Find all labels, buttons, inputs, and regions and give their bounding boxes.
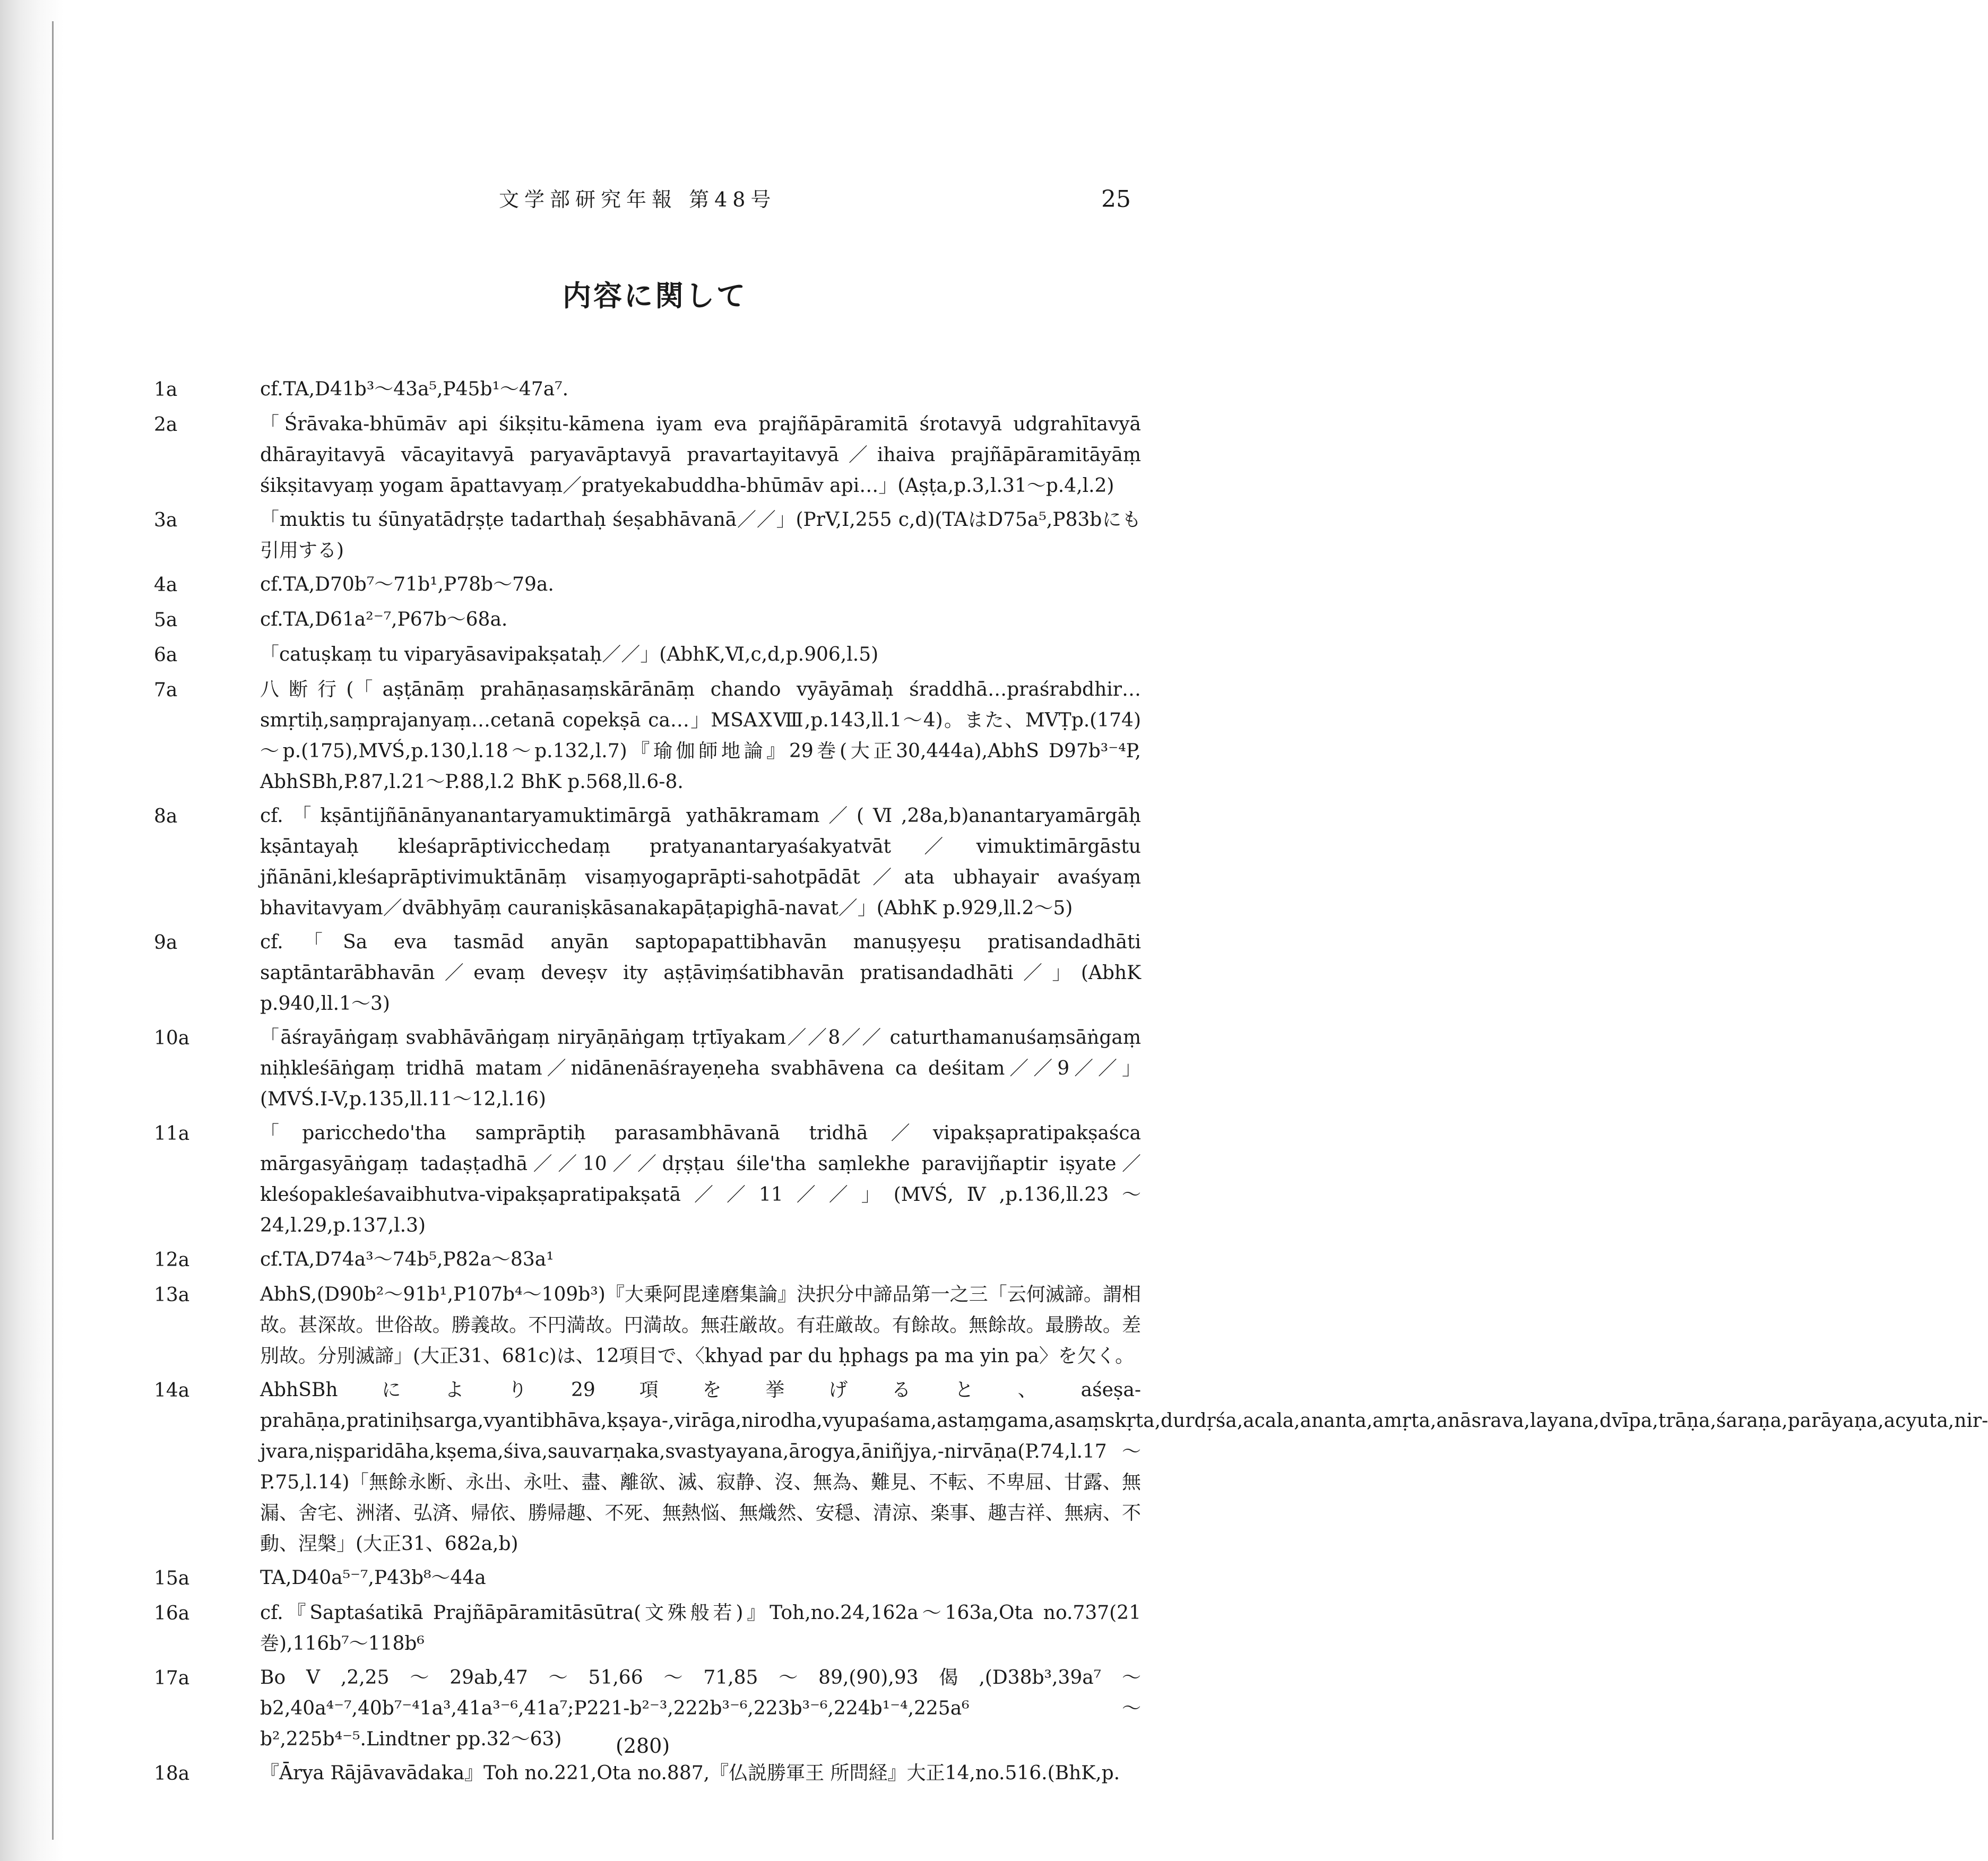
running-header: 文学部研究年報 第48号 <box>499 188 776 211</box>
note-id: 18a <box>154 1763 190 1785</box>
footer-page-number: (280) <box>616 1734 670 1758</box>
note-13a <box>0 1279 1323 1372</box>
note-text: AbhS,(D90b²～91b¹,P107b⁴～109b³)『大乗阿毘達磨集論』決択分中諦品第一之三「云何滅諦。謂相故。甚深故。世俗故。勝義故。不円満故。円満故。無荘厳故。有荘厳故。有餘故。無餘故。最勝故。差別故。分別滅諦」(大正31、681c)は、12項目で、〈khyad par du ḥphags pa ma yin pa〉を欠く。 <box>260 1284 1141 1367</box>
note-text: AbhSBhにより29項を挙げると、aśeṣa-prahāṇa,pratiniḥsarga,vyantibhāva,kṣaya-,virāga,nirodha,vyupaśama,astaṃgama,asaṃskṛta,durdṛśa,acala,ananta,amṛta,anāsrava,layana,dvīpa,trāṇa,śaraṇa,parāyaṇa,acyuta,nir-jvara,niṣparidāha,kṣema,śiva,sauvarṇaka,svastyayana,ārogya,āniñjya,-nirvāṇa(P.74,l.17～P.75,l.14)「無餘永断、永出、永吐、盡、離欲、滅、寂静、沒、無為、難見、不転、不卑屈、甘露、無漏、舍宅、洲渚、弘済、帰依、勝帰趣、不死、無熱悩、無熾然、安穏、清涼、楽事、趣吉祥、無病、不動、涅槃」(大正31、682a,b) <box>260 1379 1988 1555</box>
note-id: 6a <box>154 644 178 666</box>
note-4a <box>0 569 1323 601</box>
note-15a <box>0 1563 1323 1595</box>
note-id: 16a <box>154 1603 190 1624</box>
note-text: cf.「kṣāntijñānānyanantaryamuktimārgā yathākramam／(Ⅵ,28a,b)anantaryamārgāḥ kṣāntayaḥ kleśaprāptivicchedaṃ pratyanantaryaśakyatvāt／vimuktimārgāstu jñānāni,kleśaprāptivimuktānāṃ visaṃyogaprāpti-sahotpādāt／ata ubhayair avaśyaṃ bhavitavyam／dvābhyāṃ cauraniṣkāsanakapāṭapighā-navat／」(AbhK p.929,ll.2～5) <box>260 805 1141 919</box>
note-id: 15a <box>154 1568 190 1589</box>
note-text: 「muktis tu śūnyatādṛṣṭe tadarthaḥ śeṣabhāvanā／／」(PrV,I,255 c,d)(TAはD75a⁵,P83bにも引用する) <box>260 509 1141 561</box>
note-12a <box>0 1244 1323 1276</box>
note-text: 『Ārya Rājāvavādaka』Toh no.221,Ota no.887,『仏説勝軍王 所問経』大正14,no.516.(BhK,p. <box>260 1762 1120 1784</box>
note-text: cf.「Sa eva tasmād anyān saptopapattibhavān manuṣyeṣu pratisandadhāti saptāntarābhavān／evaṃ deveṣv ity aṣṭāviṃśatibhavān pratisandadhāti／」(AbhK p.940,ll.1～3) <box>260 931 1142 1015</box>
note-9a <box>0 927 1323 1019</box>
note-id: 17a <box>154 1667 190 1689</box>
note-id: 4a <box>154 574 178 596</box>
note-7a <box>0 674 1323 798</box>
note-text: BoⅤ,2,25～29ab,47～51,66～71,85～89,(90),93偈,(D38b³,39a⁷～b2,40a⁴⁻⁷,40b⁷⁻⁴1a³,41a³⁻⁶,41a⁷;P221-b²⁻³,222b³⁻⁶,223b³⁻⁶,224b¹⁻⁴,225a⁶～b²,225b⁴⁻⁵.Lindtner pp.32～63) <box>260 1667 1141 1750</box>
notes-list <box>0 374 1988 1793</box>
page-number: 25 <box>1101 186 1131 213</box>
section-title: 内容に関して <box>563 279 747 313</box>
note-text: cf.『Saptaśatikā Prajñāpāramitāsūtra(文殊般若)』Toh,no.24,162a～163a,Ota no.737(21巻),116b⁷～118b⁶ <box>260 1602 1141 1655</box>
note-10a <box>0 1023 1323 1115</box>
note-id: 3a <box>154 509 178 531</box>
note-id: 13a <box>154 1284 190 1306</box>
note-id: 2a <box>154 414 178 436</box>
note-2a <box>0 409 1323 501</box>
note-5a <box>0 604 1323 636</box>
note-id: 14a <box>154 1380 190 1401</box>
note-id: 9a <box>154 932 178 954</box>
note-text: 「catuṣkaṃ tu viparyāsavipakṣataḥ／／」(AbhK,Ⅵ,c,d,p.906,l.5) <box>260 644 879 665</box>
note-text: 「āśrayāṅgaṃ svabhāvāṅgaṃ niryāṇāṅgaṃ tṛtīyakam／／8／／ caturthamanuśaṃsāṅgaṃ niḥkleśāṅgaṃ tridhā matam／nidānenāśrayeṇeha svabhāvena ca deśitam／／9／／」(MVŚ.I-V,p.135,ll.11～12,l.16) <box>260 1027 1141 1110</box>
note-11a <box>0 1118 1323 1241</box>
note-id: 7a <box>154 679 178 701</box>
note-6a <box>0 639 1323 671</box>
note-id: 11a <box>154 1123 190 1145</box>
note-id: 1a <box>154 379 178 401</box>
note-text: cf.TA,D74a³～74b⁵,P82a～83a¹ <box>260 1249 554 1270</box>
note-text: cf.TA,D41b³～43a⁵,P45b¹～47a⁷. <box>260 378 569 400</box>
note-text: cf.TA,D70b⁷～71b¹,P78b～79a. <box>260 574 554 595</box>
note-14a <box>0 1375 1988 1560</box>
note-id: 8a <box>154 806 178 827</box>
note-id: 10a <box>154 1027 190 1049</box>
note-18a <box>0 1758 1323 1790</box>
note-text: 八断行(「aṣṭānāṃ prahāṇasaṃskārānāṃ chando vyāyāmaḥ śraddhā…praśrabdhir…smṛtiḥ,saṃprajanyaṃ…cetanā copekṣā ca…」MSAⅩⅧ,p.143,ll.1～4)。また、MVṬp.(174)～p.(175),MVŚ,p.130,l.18～p.132,l.7)『瑜伽師地論』29巻(大正30,444a),AbhS D97b³⁻⁴P, AbhSBh,P.87,l.21～P.88,l.2 BhK p.568,ll.6-8. <box>260 679 1142 793</box>
note-3a <box>0 505 1323 566</box>
note-16a <box>0 1598 1323 1659</box>
note-text: TA,D40a⁵⁻⁷,P43b⁸～44a <box>260 1567 486 1589</box>
note-id: 5a <box>154 609 178 631</box>
note-text: 「paricchedo'tha samprāptiḥ parasambhāvanā tridhā／vipakṣapratipakṣaśca mārgasyāṅgaṃ tadaṣṭadhā／／10／／dṛṣṭau śile'tha saṃlekhe paravijñaptir iṣyate／kleśopakleśavaibhutva-vipakṣapratipakṣatā／／11／／」(MVŚ,Ⅳ,p.136,ll.23～24,l.29,p.137,l.3) <box>260 1122 1141 1236</box>
note-text: 「Śrāvaka-bhūmāv api śikṣitu-kāmena iyam eva prajñāpāramitā śrotavyā udgrahītavyā dhārayitavyā vācayitavyā paryavāptavyā pravartayitavyā／ihaiva prajñāpāramitāyāṃ śikṣitavyaṃ yogam āpattavyaṃ／pratyekabuddha-bhūmāv api…」(Aṣṭa,p.3,l.31～p.4,l.2) <box>260 413 1141 497</box>
note-id: 12a <box>154 1249 190 1271</box>
note-1a <box>0 374 1323 406</box>
note-8a <box>0 801 1323 924</box>
note-text: cf.TA,D61a²⁻⁷,P67b～68a. <box>260 609 508 630</box>
